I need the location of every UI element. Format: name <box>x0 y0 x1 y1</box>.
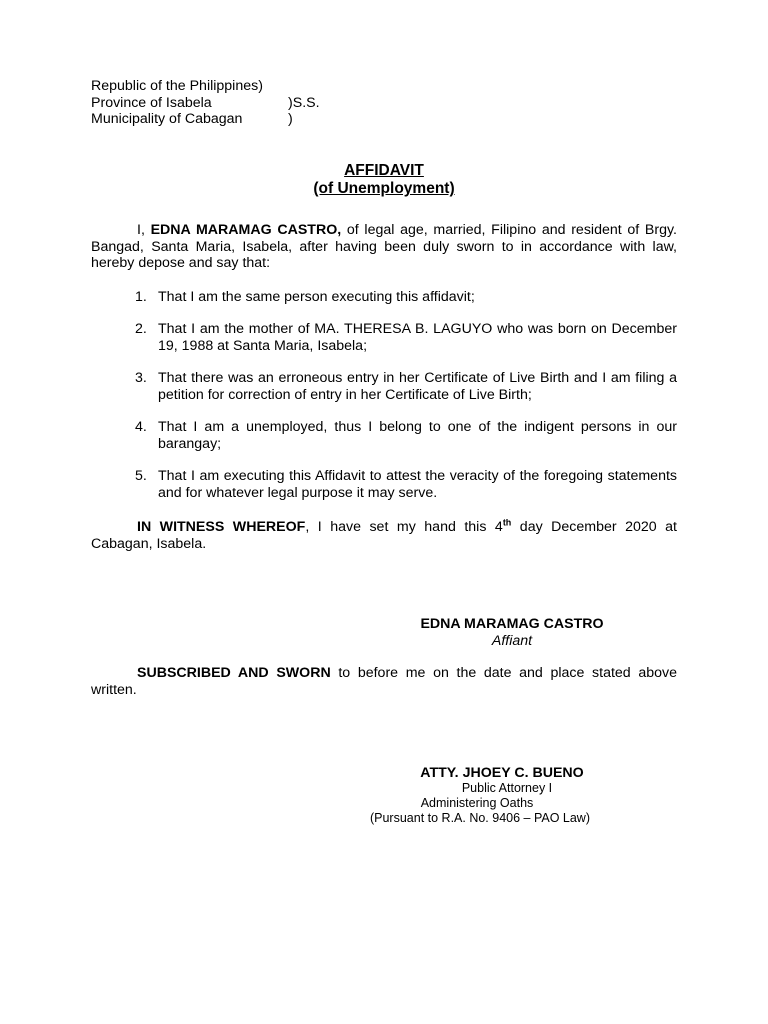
witness-lead: IN WITNESS WHEREOF <box>137 519 306 535</box>
intro-rest: of legal age, married, Filipino and resident of Brgy. Bangad, Santa Maria, Isabela, after having been duly sworn to in accordance with law, hereby depose and say that: <box>91 222 677 271</box>
list-item-number: 3. <box>135 370 147 386</box>
list-item-number: 5. <box>135 468 147 484</box>
list-item <box>135 321 677 354</box>
attorney-title: Public Attorney I <box>461 781 553 795</box>
title-sub: (of Unemployment) <box>313 180 455 197</box>
title-main: AFFIDAVIT <box>344 162 424 179</box>
list-item <box>135 419 677 452</box>
affiant-name-inline: EDNA MARAMAG CASTRO, <box>150 222 342 238</box>
list-item-text: That I am executing this Affidavit to attest the veracity of the foregoing statements and for whatever legal purpose it may serve. <box>158 468 677 501</box>
witness-text-2: day December 2020 at Cabagan, Isabela. <box>91 519 678 552</box>
venue-paren-mark: ) <box>288 111 293 127</box>
venue-republic <box>91 78 263 95</box>
attorney-name: ATTY. JHOEY C. BUENO <box>420 765 584 781</box>
witness-day-suffix: th <box>502 517 512 528</box>
venue-republic-text: Republic of the Philippines) <box>91 78 263 94</box>
list-item-number: 4. <box>135 419 147 435</box>
list-item-text: That there was an erroneous entry in her Certificate of Live Birth and I am filing a petition for correction of entry in her Certificate of Live Birth; <box>158 370 677 403</box>
list-item-number: 2. <box>135 321 147 337</box>
attorney-name-block <box>382 765 622 782</box>
witness-paragraph <box>91 519 677 552</box>
witness-text-1: , I have set my hand this 4 <box>305 519 503 535</box>
subscribed-paragraph <box>91 665 677 698</box>
venue-municipality <box>91 111 293 128</box>
attorney-basis: (Pursuant to R.A. No. 9406 – PAO Law) <box>369 811 590 825</box>
affiant-name: EDNA MARAMAG CASTRO <box>420 616 604 632</box>
venue-ss-mark: )S.S. <box>288 94 320 111</box>
list-item-text: That I am a unemployed, thus I belong to one of the indigent persons in our barangay; <box>158 419 677 452</box>
intro-paragraph <box>91 222 677 272</box>
list-item-number: 1. <box>135 289 147 305</box>
venue-municipality-text: Municipality of Cabagan <box>91 111 243 127</box>
attorney-role: Administering Oaths <box>420 796 534 810</box>
venue-province-text: Province of Isabela <box>91 94 212 111</box>
subscribed-text: to before me on the date and place stated above written. <box>91 665 677 698</box>
intro-prefix: I, <box>137 222 151 238</box>
venue-block <box>91 78 320 128</box>
affiant-signature-block <box>392 616 632 649</box>
attorney-details <box>345 781 615 826</box>
list-item <box>135 289 677 306</box>
venue-province <box>91 94 320 112</box>
list-item <box>135 468 677 501</box>
list-item <box>135 370 677 403</box>
list-item-text: That I am the mother of MA. THERESA B. LAGUYO who was born on December 19, 1988 at Santa Maria, Isabela; <box>158 321 677 354</box>
affiant-role: Affiant <box>491 632 533 649</box>
list-item-text: That I am the same person executing this affidavit; <box>158 289 475 305</box>
subscribed-lead: SUBSCRIBED AND SWORN <box>137 665 331 681</box>
document-title <box>0 162 768 198</box>
